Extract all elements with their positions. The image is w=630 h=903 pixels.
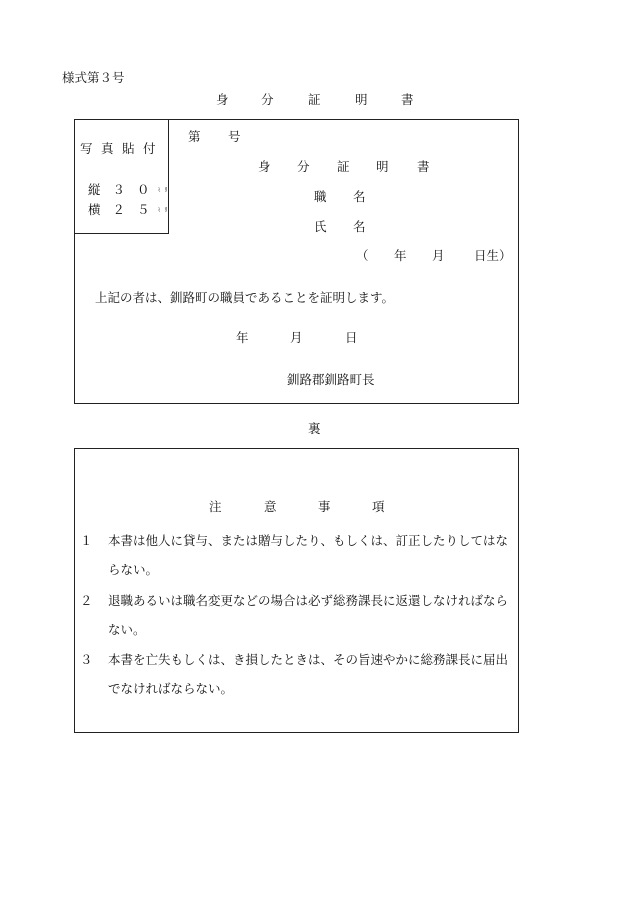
back-label: 裏 [308,421,321,436]
issue-date-day: 日 [345,330,358,345]
note-number: １ [80,533,93,548]
photo-label-char: 真 [101,141,114,156]
birth-day: 日生） [474,248,512,263]
photo-label-char: 貼 [122,141,135,156]
card-title-char: 書 [417,159,430,174]
form-number: 様式第３号 [62,70,125,85]
notes-heading-char: 注 [209,499,222,514]
photo-height-label: 縦 ３ ０ [88,182,154,197]
photo-label-char: 写 [80,141,93,156]
notes-heading-char: 事 [318,499,331,514]
photo-height [88,180,171,198]
note-text: 本書は他人に貸与、または贈与したり、もしくは、訂正したりしてはならない。 [108,533,509,577]
notes-heading-char: 意 [264,499,277,514]
birth-year: 年 [394,248,407,263]
issuer: 釧路郡釧路町長 [287,372,375,387]
card-title-char: 分 [297,159,310,174]
birth-month: 月 [432,248,445,263]
card-title-char: 証 [337,159,350,174]
front-title-char: 分 [261,92,274,107]
name-label-char: 名 [353,219,366,234]
photo-label-char: 付 [143,141,156,156]
note-number: ３ [80,652,93,667]
card-number-prefix: 第 [188,129,201,144]
name-label-char: 氏 [314,219,327,234]
front-title-char: 明 [355,92,368,107]
birth-open-paren: （ [356,248,369,263]
front-title-char: 証 [308,92,321,107]
photo-width-label: 横 ２ ５ [88,202,154,217]
position-label-char: 名 [353,189,366,204]
issue-date-month: 月 [290,330,303,345]
front-title-char: 書 [401,92,414,107]
card-number-suffix: 号 [228,129,241,144]
front-title-char: 身 [216,92,229,107]
position-label-char: 職 [314,189,327,204]
issue-date-year: 年 [236,330,249,345]
certification-statement: 上記の者は、釧路町の職員であることを証明します。 [95,290,395,305]
card-title-char: 身 [258,159,271,174]
notes-heading-char: 項 [372,499,385,514]
card-title-char: 明 [376,159,389,174]
photo-unit: ﾐﾘ [157,186,172,194]
photo-width [88,200,171,218]
photo-unit: ﾐﾘ [157,206,172,214]
note-text: 本書を亡失もしくは、き損したときは、その旨速やかに総務課長に届出でなければならない。 [108,652,509,696]
note-number: ２ [80,593,93,608]
note-text: 退職あるいは職名変更などの場合は必ず総務課長に返還しなければならない。 [108,593,509,637]
